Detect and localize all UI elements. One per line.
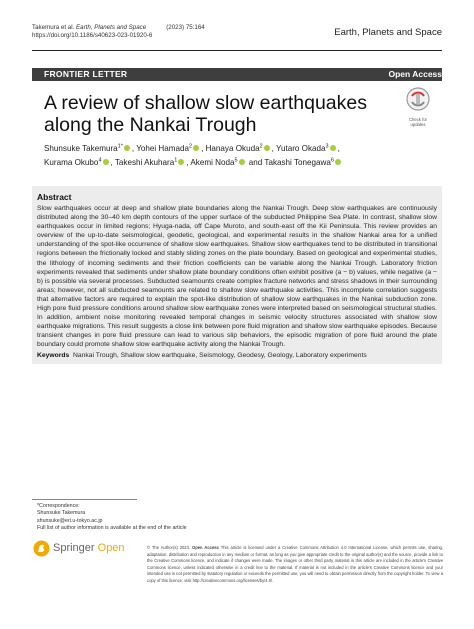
orcid-icon[interactable]: [193, 145, 199, 151]
keywords: [37, 351, 437, 360]
journal-name: Earth, Planets and Space: [334, 27, 442, 38]
author-name[interactable]: Takeshi Akuhara: [114, 158, 175, 168]
orcid-icon[interactable]: [178, 159, 184, 165]
author-separator: ,: [110, 158, 113, 168]
citation-journal: Earth, Planets and Space: [76, 24, 147, 31]
author-name[interactable]: Shunsuke Takemura: [44, 143, 118, 153]
running-header: [32, 24, 205, 40]
orcid-icon[interactable]: [124, 145, 130, 151]
doi-link[interactable]: https://doi.org/10.1186/s40623-023-01920-6: [32, 32, 153, 40]
author-item: [206, 144, 274, 153]
author-item: [264, 158, 343, 167]
footnote-rule: [32, 499, 137, 500]
author-affiliation: 1*: [117, 143, 123, 149]
author-separator: ,: [271, 143, 274, 153]
author-affiliation: 2: [259, 143, 263, 149]
open-access-label: Open Access: [388, 69, 442, 79]
author-item: [136, 144, 203, 153]
header-rule: [32, 50, 442, 51]
author-item: [115, 158, 189, 167]
article-type-label: FRONTIER LETTER: [44, 69, 128, 79]
correspondence-footnote: *Correspondence: Shunsuke Takemura shunsuke@eri.u-tokyo.ac.jp Full list of author information is available at the end of the article: [37, 503, 187, 532]
author-affiliation: 3: [325, 143, 329, 149]
abstract-text: Slow earthquakes occur at deep and shallow plate boundaries along the Nankai Trough. Deep slow earthquakes are continuously distributed along the 30–40 km depth contours of the upper surface of the subducted Philippine Sea Plate. In contrast, shallow slow earthquakes occur in limited regions; Hyuga-nada, off Cape Muroto, and south-east off the Kii Peninsula. This review provides an overview of the up-to-date seismological, geodetic, geological, and experimental results in the shallow Nankai area for a unified understanding of the spot-like occurrence of shallow slow earthquakes. Shallow slow earthquakes tend to be distributed in transitional regions between the frictionally locked and stably sliding zones on the plate boundary. Based on geological and experimental studies, the lithology of incoming sediments and their friction coefficients can be variable along the Nankai Trough. Laboratory friction experiments revealed that sediments under shallow plate boundary conditions often exhibit positive (a − b) values, while negative (a − b) is possible via several processes. Subducted seamounts create complex fracture networks and stress shadows in their surrounding areas; however, not all subducted seamounts are related to shallow slow earthquake activities. This incomplete correlation suggests that alternative factors are required to explain the spot-like distribution of shallow slow earthquakes in the Nankai subduction zone. High pore fluid pressure conditions around shallow slow earthquake zones were interpreted based on seismological structural studies. In addition, ambient noise monitoring revealed temporal changes in seismic velocity structures associated with shallow slow earthquake migrations. This result suggests a close link between pore fluid migration and shallow slow earthquake episodes. Because transient changes in pore fluid pressure can lead to various slip behaviors, the episodic migration of pore fluid around the plate boundary could promote shallow slow earthquake activity along the Nankai Trough.: [37, 205, 437, 349]
author-affiliation: 1: [174, 157, 178, 164]
springer-horse-icon: [33, 540, 50, 557]
author-item: [276, 144, 340, 153]
check-for-updates-label[interactable]: Check for updates: [409, 117, 427, 127]
author-name[interactable]: Yutaro Okada: [276, 143, 326, 153]
check-for-updates-icon[interactable]: [404, 86, 432, 116]
author-affiliation: 5: [234, 157, 238, 164]
author-item: [190, 158, 262, 167]
article-title: A review of shallow slow earthquakes along the Nankai Trough: [44, 92, 367, 136]
author-separator: ,: [186, 158, 189, 168]
author-name[interactable]: Takashi Tonegawa: [264, 158, 331, 168]
author-separator: ,: [131, 143, 135, 153]
orcid-icon[interactable]: [335, 159, 341, 165]
author-name[interactable]: Yohei Hamada: [136, 143, 190, 153]
citation-line: [32, 24, 146, 32]
author-item: [44, 158, 113, 167]
keywords-list: Nankai Trough, Shallow slow earthquake, Seismology, Geodesy, Geology, Laboratory experiments: [73, 352, 367, 359]
author-separator: and: [246, 158, 263, 168]
author-affiliation: 4: [98, 157, 102, 164]
springer-open-logo: Springer Open: [53, 542, 125, 554]
citation-year-volume: (2023) 75:164: [166, 24, 205, 31]
correspondence-email[interactable]: shunsuke@eri.u-tokyo.ac.jp: [37, 517, 103, 524]
author-affiliation: 2: [189, 143, 193, 149]
orcid-icon[interactable]: [239, 159, 245, 165]
author-item: [44, 144, 134, 153]
citation-authors: Takemura et al.: [32, 24, 75, 31]
author-name[interactable]: Akemi Noda: [190, 158, 235, 168]
orcid-icon[interactable]: [103, 159, 109, 165]
author-separator: ,: [337, 143, 340, 153]
author-name[interactable]: Hanaya Okuda: [205, 143, 260, 153]
author-name[interactable]: Kurama Okubo: [44, 158, 99, 168]
author-separator: ,: [201, 143, 204, 153]
author-list: [44, 140, 404, 169]
keywords-label: Keywords: [37, 352, 70, 359]
orcid-icon[interactable]: [330, 145, 336, 151]
author-affiliation: 6: [330, 157, 334, 164]
license-text: © The Author(s) 2023. Open Access This article is licensed under a Creative Commons Attribution 4.0 International License, which permits use, sharing, adaptation, distribution and reproduction in any medium or format, as long as you give appropriate credit to the original author(s) and the source, provide a link to the Creative Commons licence, and indicate if changes were made. The images or other third party material in this article are included in the article's Creative Commons licence, unless indicated otherwise in a credit line to the material. If material is not included in the article's Creative Commons licence and your intended use is not permitted by statutory regulation or exceeds the permitted use, you will need to obtain permission directly from the copyright holder. To view a copy of this licence, visit http://creativecommons.org/licenses/by/4.0/.: [147, 545, 443, 583]
abstract-heading: Abstract: [37, 192, 72, 202]
orcid-icon[interactable]: [264, 145, 270, 151]
